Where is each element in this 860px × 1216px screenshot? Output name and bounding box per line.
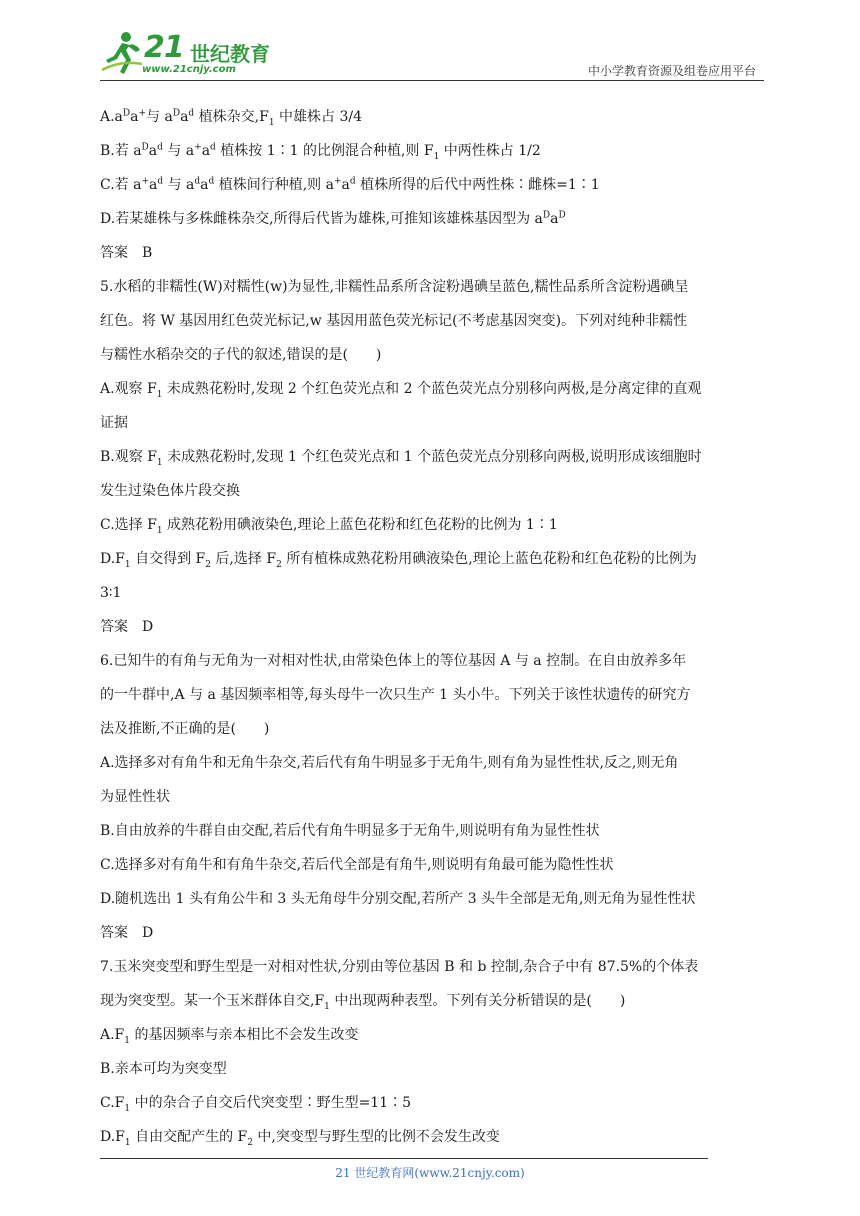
- q7-option-b: B.亲本可均为突变型: [100, 1061, 227, 1077]
- q7-option-a: $A.F_1$ 的基因频率与亲本相比不会发生改变: [100, 1027, 359, 1046]
- q6-option-b: B.自由放养的牛群自由交配,若后代有角牛明显多于无角牛,则说明有角为显性性状: [100, 823, 600, 839]
- q6-option-a: A.选择多对有角牛和无角牛杂交,若后代有角牛明显多于无角牛,则有角为显性性状,反之,则无角: [100, 755, 679, 771]
- q4-option-a: $A.a^Da^+$与 $a^Da^d$ 植株杂交$,F_1$ 中雄株占 3/4: [100, 108, 362, 128]
- q6-stem-line-1: 6.已知牛的有角与无角为一对相对性状,由常染色体上的等位基因 A 与 a 控制。在自由放养多年: [100, 653, 687, 669]
- header-divider: [100, 80, 764, 81]
- q5-option-d: $D.F_1$ 自交得到 $F_2$ 后,选择 $F_2$ 所有植株成熟花粉用碘液染色,理论上蓝色花粉和红色花粉的比例为: [100, 551, 697, 570]
- logo-url: www.21cnjy.com: [142, 64, 236, 75]
- document-body: [100, 100, 764, 1154]
- platform-name: 中小学教育资源及组卷应用平台: [587, 64, 756, 78]
- q7-option-d: $D.F_1$ 自由交配产生的 $F_2$ 中,突变型与野生型的比例不会发生改变: [100, 1129, 500, 1148]
- q5-answer: 答案 D: [100, 619, 154, 635]
- q7-stem-line-2: 现为突变型。某一个玉米群体自交$,F_1$ 中出现两种表型。下列有关分析错误的是( ): [100, 993, 626, 1012]
- q5-option-d-cont: 3∶1: [100, 585, 122, 601]
- q6-stem-line-2: 的一牛群中,A 与 a 基因频率相等,每头母牛一次只生产 1 头小牛。下列关于该性状遗传的研究方: [100, 687, 691, 703]
- q6-stem-line-3: 法及推断,不正确的是( ): [100, 721, 270, 737]
- page-footer: 21 世纪教育网(www.21cnjy.com): [335, 1166, 525, 1180]
- q6-option-d: D.随机选出 1 头有角公牛和 3 头无角母牛分别交配,若所产 3 头牛全部是无角,则无角为显性性状: [100, 891, 696, 907]
- q7-stem-line-1: 7.玉米突变型和野生型是一对相对性状,分别由等位基因 B 和 b 控制,杂合子中有 87.5%的个体表: [100, 959, 699, 975]
- q4-option-d: D.若某雄株与多株雌株杂交,所得后代皆为雄株,可推知该雄株基因型为 $a^Da^D$: [100, 210, 566, 227]
- runner-logo-icon: [100, 30, 144, 76]
- q5-stem-line-2: 红色。将 W 基因用红色荧光标记,w 基因用蓝色荧光标记(不考虑基因突变)。下列对纯种非糯性: [100, 313, 688, 329]
- q6-option-c: C.选择多对有角牛和有角牛杂交,若后代全部是有角牛,则说明有角最可能为隐性性状: [100, 857, 614, 873]
- q4-answer: 答案 B: [100, 245, 153, 261]
- q5-option-a: A.观察 $F_1$ 未成熟花粉时,发现 2 个红色荧光点和 2 个蓝色荧光点分别移向两极,是分离定律的直观: [100, 381, 702, 400]
- q5-stem-line-3: 与糯性水稻杂交的子代的叙述,错误的是( ): [100, 347, 382, 363]
- q7-option-c: $C.F_1$ 中的杂合子自交后代突变型∶野生型=11∶5: [100, 1095, 412, 1114]
- logo-text: 世纪教育: [190, 42, 270, 66]
- q6-option-a-cont: 为显性性状: [100, 789, 170, 805]
- page-header: [100, 28, 760, 80]
- logo-number: 21: [144, 30, 184, 65]
- site-logo: [100, 28, 300, 78]
- q4-option-c: C.若 $a^+a^d$ 与 $a^da^d$ 植株间行种植,则 $a^+a^d$ 植株所得的后代中两性株∶雌株=1∶1: [100, 176, 600, 193]
- q5-option-c: C.选择 $F_1$ 成熟花粉用碘液染色,理论上蓝色花粉和红色花粉的比例为 1∶1: [100, 517, 558, 536]
- footer-divider: [100, 1158, 708, 1159]
- q6-answer: 答案 D: [100, 925, 154, 941]
- q5-option-b-cont: 发生过染色体片段交换: [100, 483, 240, 499]
- q5-option-a-cont: 证据: [100, 415, 128, 431]
- q5-stem-line-1: 5.水稻的非糯性(W)对糯性(w)为显性,非糯性品系所含淀粉遇碘呈蓝色,糯性品系所含淀粉遇碘呈: [100, 279, 689, 295]
- q4-option-b: B.若 $a^Da^d$ 与 $a^+a^d$ 植株按 1∶1 的比例混合种植,则 $F_1$ 中两性株占 1/2: [100, 142, 541, 162]
- q5-option-b: B.观察 $F_1$ 未成熟花粉时,发现 1 个红色荧光点和 1 个蓝色荧光点分别移向两极,说明形成该细胞时: [100, 449, 702, 468]
